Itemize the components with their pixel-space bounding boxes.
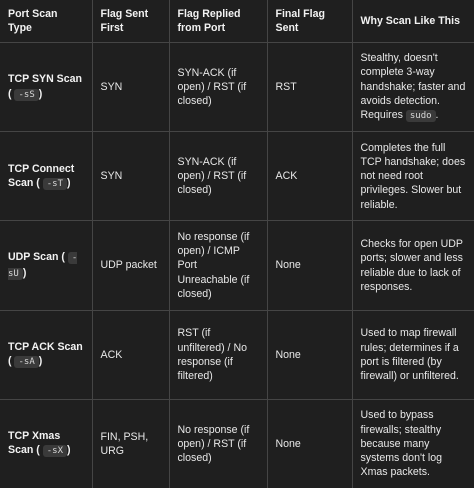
- scan-type-cell: [0, 310, 92, 399]
- flag-replied-cell: No response (if open) / ICMP Port Unreachable (if closed): [169, 221, 267, 310]
- scan-flag-code: -sS: [14, 89, 38, 101]
- scan-name: TCP ACK Scan (: [8, 341, 83, 368]
- flag-sent-first-cell: SYN: [92, 132, 169, 221]
- table-body: [0, 43, 474, 488]
- why-scan-cell: Used to bypass firewalls; stealthy because many systems don't log Xmas packets.: [352, 399, 474, 488]
- header-final-flag-sent: Final Flag Sent: [267, 0, 352, 43]
- flag-replied-cell: SYN-ACK (if open) / RST (if closed): [169, 43, 267, 132]
- final-flag-cell: RST: [267, 43, 352, 132]
- why-end: .: [435, 108, 439, 121]
- scan-flag-code: -sX: [43, 445, 67, 457]
- table-row: [0, 310, 474, 399]
- why-scan-cell: Used to map firewall rules; determines if a port is filtered (by firewall) or unfiltered.: [352, 310, 474, 399]
- scan-flag-code: -sA: [14, 356, 38, 368]
- scan-type-cell: [0, 43, 92, 132]
- flag-sent-first-cell: FIN, PSH, URG: [92, 399, 169, 488]
- flag-replied-cell: SYN-ACK (if open) / RST (if closed): [169, 132, 267, 221]
- scan-name-close: ): [38, 355, 43, 368]
- scan-type-cell: [0, 132, 92, 221]
- final-flag-cell: None: [267, 310, 352, 399]
- scan-type-cell: [0, 399, 92, 488]
- scan-name-close: ): [38, 87, 43, 100]
- scan-name: TCP Xmas Scan (: [8, 430, 61, 457]
- scan-name: TCP Connect Scan (: [8, 162, 75, 189]
- scan-name-close: ): [67, 444, 71, 457]
- header-flag-replied: Flag Replied from Port: [169, 0, 267, 43]
- scan-name: TCP SYN Scan (: [8, 73, 82, 100]
- scan-name-close: ): [67, 176, 71, 189]
- final-flag-cell: None: [267, 399, 352, 488]
- flag-sent-first-cell: UDP packet: [92, 221, 169, 310]
- why-text: Stealthy, doesn't complete 3-way handshake; faster and avoids detection. Requires: [360, 52, 466, 121]
- why-code: sudo: [406, 110, 436, 122]
- header-flag-sent-first: Flag Sent First: [92, 0, 169, 43]
- why-scan-cell: [352, 43, 474, 132]
- scan-flag-code: -sT: [43, 178, 67, 190]
- why-scan-cell: Checks for open UDP ports; slower and less reliable due to lack of responses.: [352, 221, 474, 310]
- why-scan-cell: Completes the full TCP handshake; does not need root privileges. Slower but reliable.: [352, 132, 474, 221]
- flag-replied-cell: No response (if open) / RST (if closed): [169, 399, 267, 488]
- final-flag-cell: ACK: [267, 132, 352, 221]
- scan-flag-code: -sU: [8, 253, 78, 279]
- flag-sent-first-cell: ACK: [92, 310, 169, 399]
- table-row: [0, 399, 474, 488]
- table-row: [0, 132, 474, 221]
- header-port-scan-type: Port Scan Type: [0, 0, 92, 43]
- header-row: [0, 0, 474, 43]
- scan-name: UDP Scan (: [8, 251, 65, 264]
- flag-replied-cell: RST (if unfiltered) / No response (if filtered): [169, 310, 267, 399]
- table-header: [0, 0, 474, 43]
- scan-type-cell: [0, 221, 92, 310]
- table-row: [0, 43, 474, 132]
- scan-name-close: ): [22, 266, 27, 279]
- flag-sent-first-cell: SYN: [92, 43, 169, 132]
- header-why-scan: Why Scan Like This: [352, 0, 474, 43]
- table-row: [0, 221, 474, 310]
- final-flag-cell: None: [267, 221, 352, 310]
